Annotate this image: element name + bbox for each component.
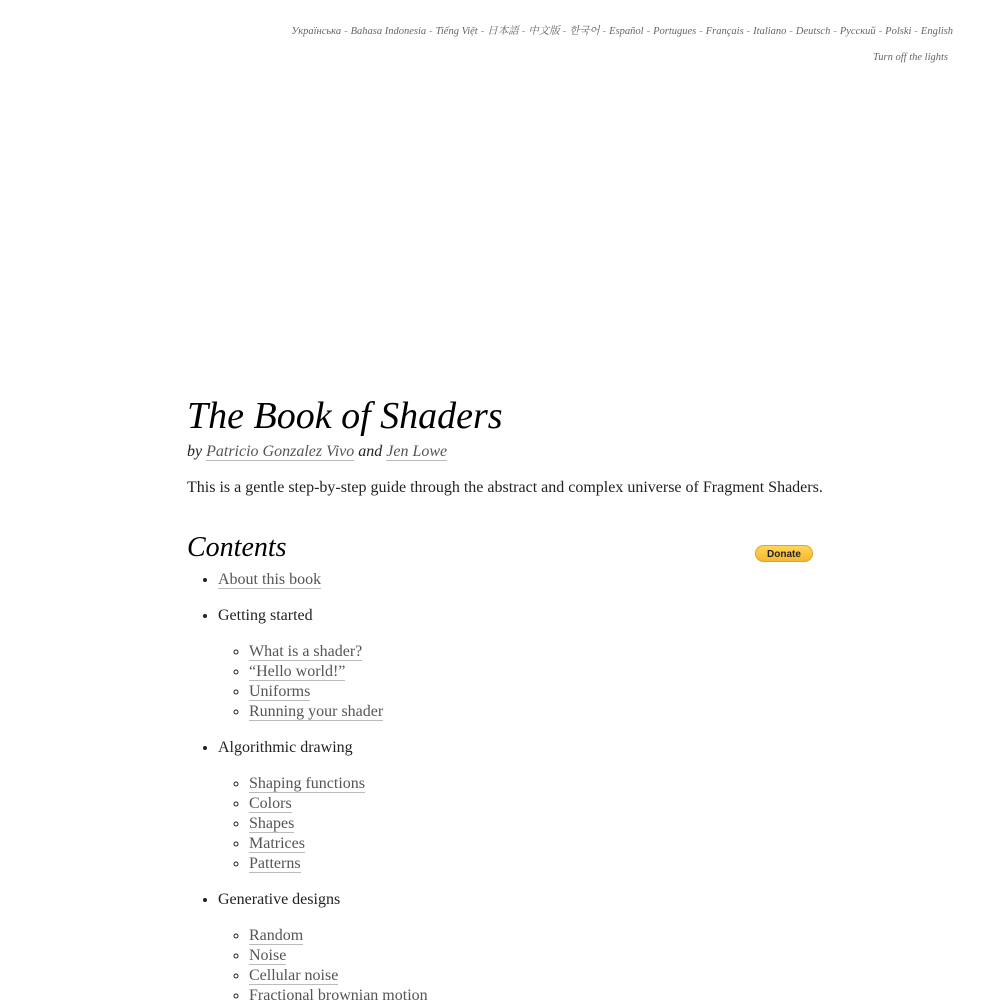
language-separator: - [833, 26, 837, 37]
byline [187, 442, 827, 462]
toc-item-about [218, 570, 827, 590]
language-link-portuguese[interactable]: Portugues [653, 26, 697, 37]
list-item [249, 794, 827, 814]
byline-prefix: by [187, 443, 203, 460]
list-item [249, 926, 827, 946]
language-link-vietnamese[interactable]: Tiếng Việt [435, 26, 478, 37]
toc-link-running-your-shader[interactable]: Running your shader [249, 703, 384, 720]
toc-section-label: Getting started [218, 607, 313, 624]
language-separator: - [914, 26, 918, 37]
toc-link-random[interactable]: Random [249, 927, 304, 944]
list-item [249, 986, 827, 1000]
language-link-italian[interactable]: Italiano [753, 26, 787, 37]
list-item [249, 834, 827, 854]
list-item [249, 662, 827, 682]
language-separator: - [429, 26, 433, 37]
language-link-indonesian[interactable]: Bahasa Indonesia [350, 26, 427, 37]
list-item [249, 946, 827, 966]
list-item [249, 642, 827, 662]
toc-link-uniforms[interactable]: Uniforms [249, 683, 311, 700]
toc-section-label: Generative designs [218, 891, 341, 908]
list-item [249, 702, 827, 722]
toc-link-patterns[interactable]: Patterns [249, 855, 301, 872]
toc-sublist [218, 926, 827, 1000]
toc-section-getting-started [218, 606, 827, 722]
toc-sublist [218, 642, 827, 722]
language-link-german[interactable]: Deutsch [795, 26, 831, 37]
language-separator: - [344, 26, 348, 37]
language-link-ukrainian[interactable]: Українська [291, 26, 342, 37]
list-item [249, 774, 827, 794]
list-item [249, 682, 827, 702]
language-separator: - [602, 26, 607, 37]
language-link-japanese[interactable]: 日本語 [487, 26, 519, 37]
toc-section-label: Algorithmic drawing [218, 739, 353, 756]
language-link-chinese[interactable]: 中文版 [528, 26, 560, 37]
toc-link-hello-world[interactable]: “Hello world!” [249, 663, 346, 680]
page-title: The Book of Shaders [187, 395, 503, 437]
toc-section-generative-designs [218, 890, 827, 1000]
language-bar [291, 25, 953, 39]
language-link-polish[interactable]: Polski [885, 26, 912, 37]
toc-link-matrices[interactable]: Matrices [249, 835, 305, 852]
list-item [249, 966, 827, 986]
donate-button[interactable]: Donate [755, 545, 813, 562]
toc-link-cellular-noise[interactable]: Cellular noise [249, 967, 339, 984]
contents-title: Contents [187, 532, 287, 563]
language-separator: - [521, 26, 526, 37]
language-separator: - [746, 26, 751, 37]
author-link-patricio[interactable]: Patricio Gonzalez Vivo [206, 443, 355, 460]
toc-sublist [218, 774, 827, 874]
toc-link-fbm[interactable]: Fractional brownian motion [249, 987, 428, 1000]
language-link-russian[interactable]: Русский [839, 26, 876, 37]
main-content [187, 392, 827, 1000]
language-separator: - [562, 26, 567, 37]
language-separator: - [699, 26, 703, 37]
contents-header [187, 530, 827, 566]
list-item [249, 814, 827, 834]
language-link-korean[interactable]: 한국어 [569, 26, 600, 37]
lights-toggle-link[interactable]: Turn off the lights [873, 52, 948, 63]
author-link-jen[interactable]: Jen Lowe [386, 443, 448, 460]
language-link-spanish[interactable]: Español [609, 26, 644, 37]
toc-link-shapes[interactable]: Shapes [249, 815, 295, 832]
byline-conjunction: and [358, 443, 383, 460]
toc-link-noise[interactable]: Noise [249, 947, 287, 964]
intro-text: This is a gentle step-by-step guide through the abstract and complex universe of Fragment Shaders. [187, 479, 823, 496]
toc-link-what-is-a-shader[interactable]: What is a shader? [249, 643, 363, 660]
table-of-contents [187, 570, 827, 1000]
toc-link-about[interactable]: About this book [218, 571, 322, 588]
language-link-french[interactable]: Français [705, 26, 744, 37]
language-separator: - [789, 26, 793, 37]
language-link-english[interactable]: English [920, 26, 953, 37]
list-item [249, 854, 827, 874]
language-separator: - [646, 26, 651, 37]
toc-link-shaping-functions[interactable]: Shaping functions [249, 775, 365, 792]
toc-section-algorithmic-drawing [218, 738, 827, 874]
language-separator: - [878, 26, 883, 37]
language-separator: - [480, 26, 485, 37]
toc-link-colors[interactable]: Colors [249, 795, 292, 812]
